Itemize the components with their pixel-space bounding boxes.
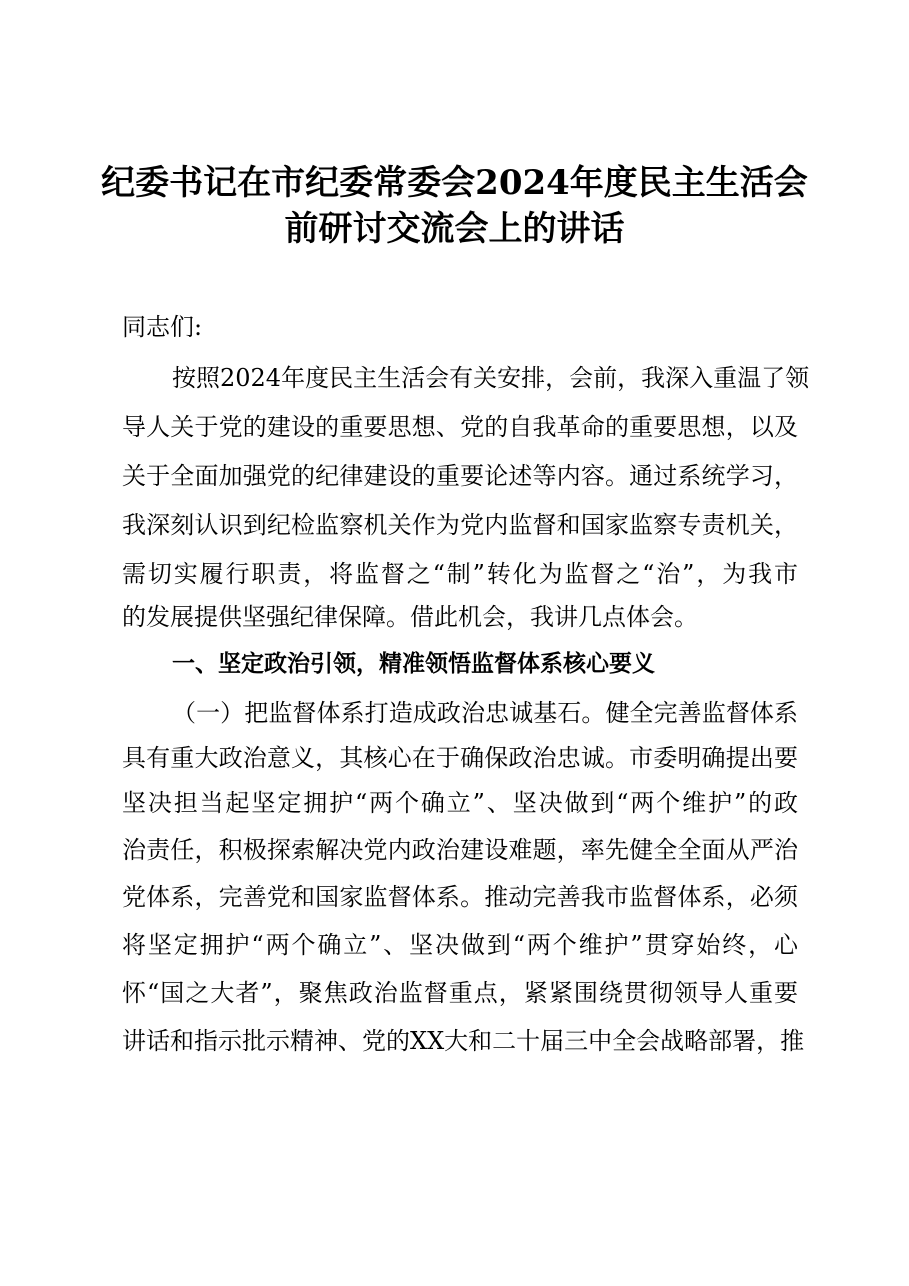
section-heading: 一、坚定政治引领，精准领悟监督体系核心要义: [172, 651, 655, 677]
salutation: 同志们:: [122, 313, 203, 341]
section-paragraph-line: 党体系，完善党和国家监督体系。推动完善我市监督体系，必须: [122, 883, 798, 911]
section-paragraph-line: 治责任，积极探索解决党内政治建设难题，率先健全全面从严治: [122, 836, 798, 864]
intro-line: 我深刻认识到纪检监察机关作为党内监督和国家监察专责机关，: [122, 511, 798, 539]
section-paragraph-line: （一）把监督体系打造成政治忠诚基石。健全完善监督体系: [172, 699, 798, 727]
section-paragraph-line: 讲话和指示批示精神、党的XX大和二十届三中全会战略部署，推: [122, 1027, 805, 1055]
intro-line: 导人关于党的建设的重要思想、党的自我革命的重要思想，以及: [122, 413, 798, 441]
intro-line: 按照2024年度民主生活会有关安排，会前，我深入重温了领: [172, 364, 810, 392]
section-paragraph-line: 将坚定拥护“两个确立”、坚决做到“两个维护”贯穿始终，心: [122, 931, 798, 959]
intro-line: 的发展提供坚强纪律保障。借此机会，我讲几点体会。: [122, 603, 698, 631]
section-paragraph-line: 怀“国之大者”，聚焦政治监督重点，紧紧围绕贯彻领导人重要: [122, 979, 798, 1007]
section-paragraph-line: 坚决担当起坚定拥护“两个确立”、坚决做到“两个维护”的政: [122, 789, 798, 817]
section-paragraph-line: 具有重大政治意义，其核心在于确保政治忠诚。市委明确提出要: [122, 744, 798, 772]
document-title-line-2: 前研讨交流会上的讲话: [284, 209, 625, 249]
intro-line: 关于全面加强党的纪律建设的重要论述等内容。通过系统学习，: [122, 462, 798, 490]
intro-line: 需切实履行职责，将监督之“制”转化为监督之“治”，为我市: [122, 560, 798, 588]
document-title-line-1: 纪委书记在市纪委常委会2024年度民主生活会: [101, 163, 808, 203]
